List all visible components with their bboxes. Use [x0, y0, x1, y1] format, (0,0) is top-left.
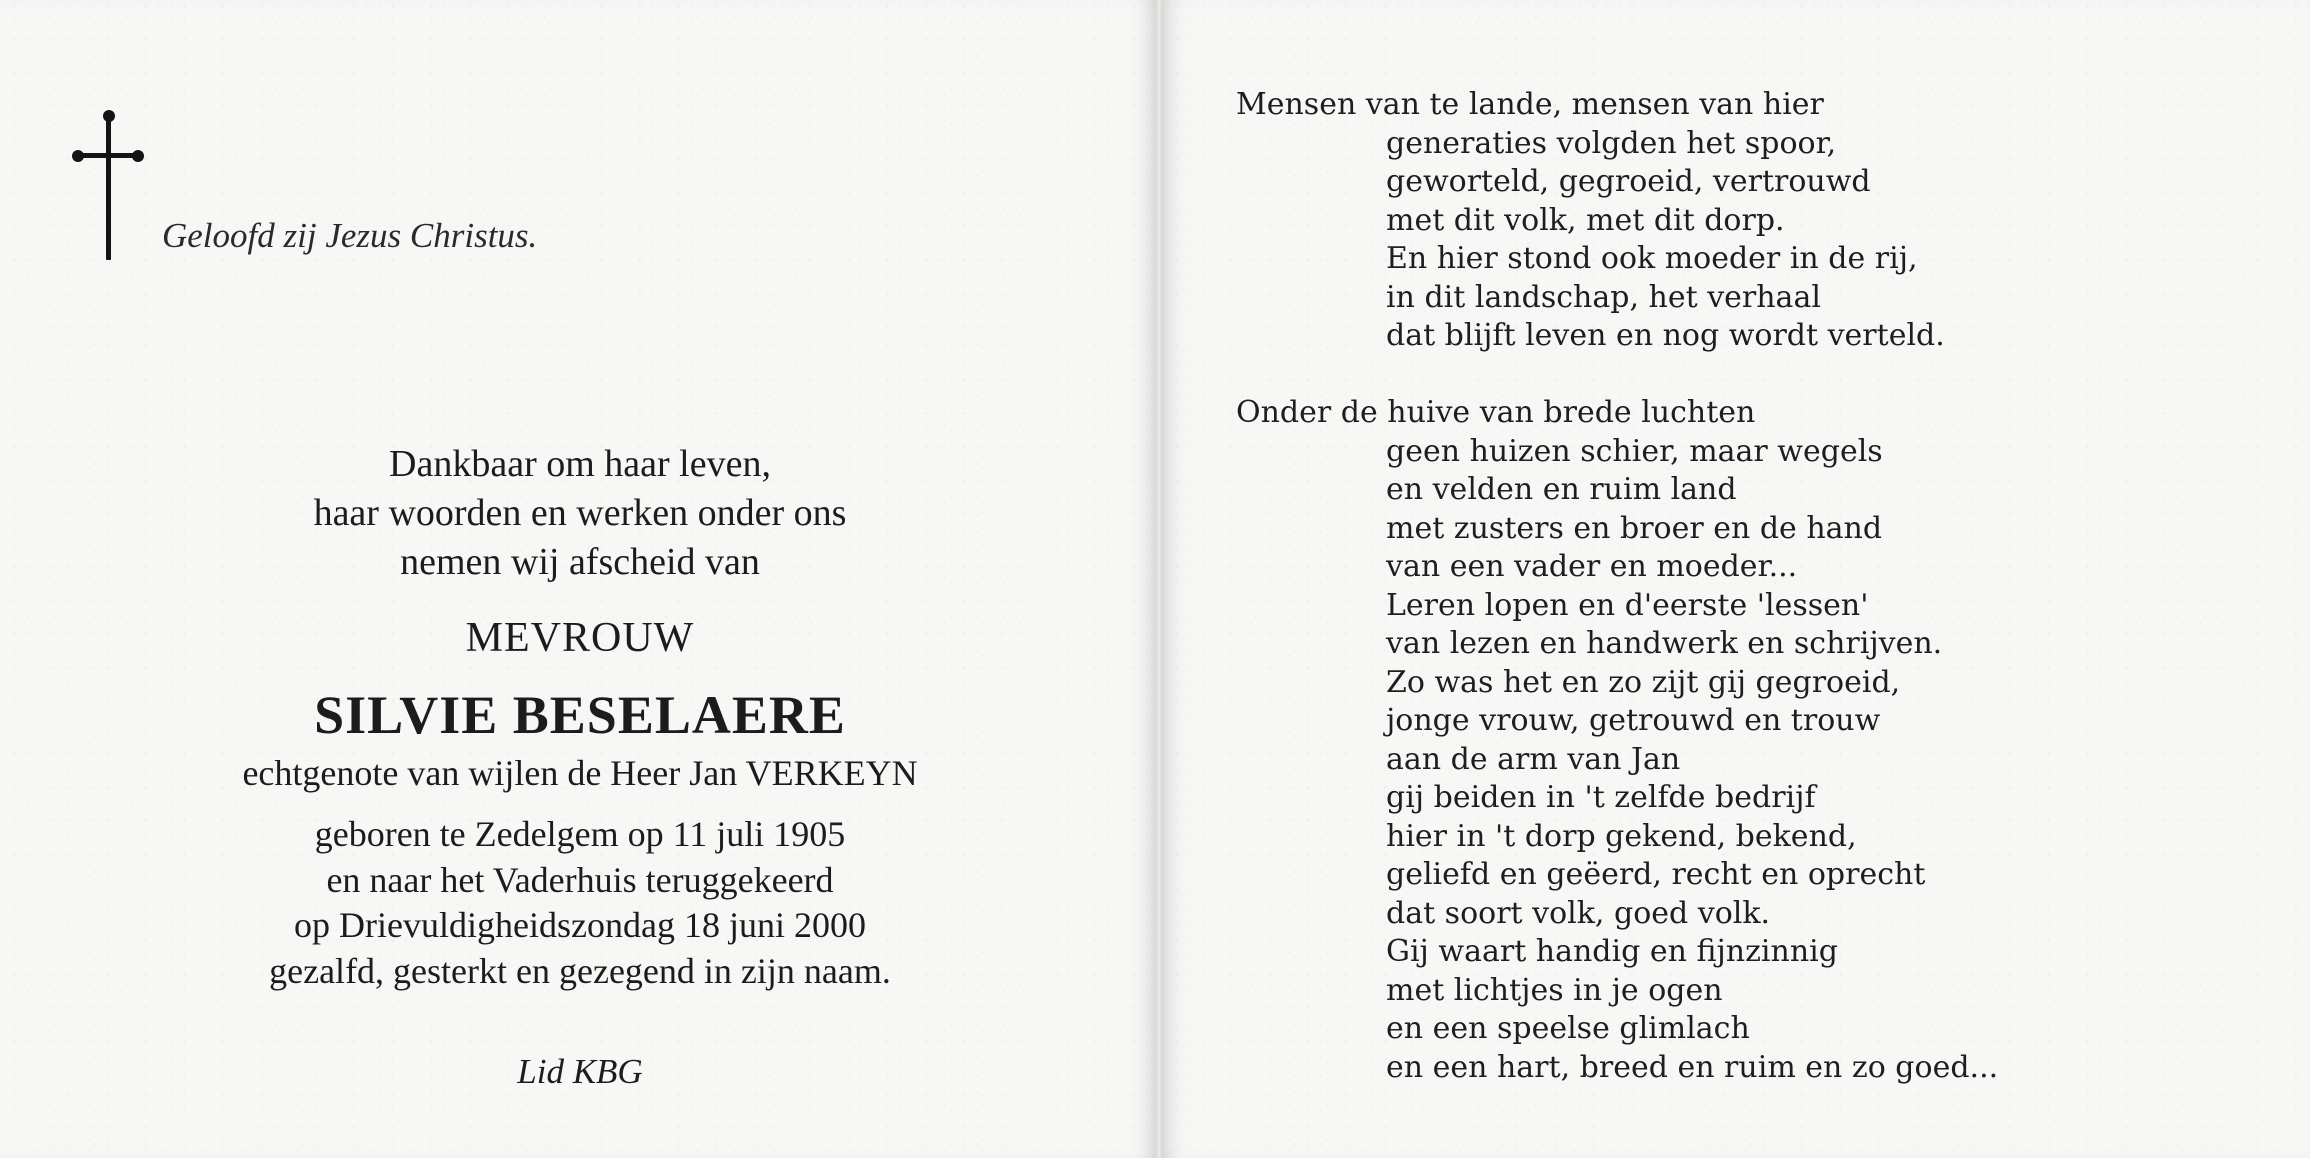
details-line: geboren te Zedelgem op 11 juli 1905 — [314, 814, 846, 854]
poem-line: met zusters en broer en de hand — [1386, 510, 1883, 546]
poem-line: Zo was het en zo zijt gij gegroeid, — [1386, 664, 1901, 700]
motto: Geloofd zij Jezus Christus. — [162, 216, 538, 255]
poem-line: jonge vrouw, getrouwd en trouw — [1386, 703, 1881, 738]
intro-line: Dankbaar om haar leven, — [389, 443, 771, 485]
poem-line: van lezen en handwerk en schrijven. — [1386, 626, 1943, 661]
details-line: gezalfd, gesterkt en gezegend in zijn naam. — [269, 950, 891, 991]
poem-line: en velden en ruim land — [1386, 472, 1737, 507]
poem-line: Onder de huive van brede luchten — [1236, 395, 1756, 430]
cross-icon — [72, 112, 144, 262]
poem-line: Gij waart handig en fijnzinnig — [1386, 934, 1838, 969]
poem-line: en een hart, breed en ruim en zo goed... — [1386, 1049, 1999, 1085]
cross-knob-right — [132, 150, 144, 162]
intro-text — [160, 440, 1000, 587]
deceased-name: SILVIE BESELAERE — [314, 685, 846, 745]
poem-line: generaties volgden het spoor, — [1386, 125, 1837, 161]
poem-line: dat soort volk, goed volk. — [1386, 895, 1771, 931]
poem-line: hier in 't dorp gekend, bekend, — [1386, 818, 1857, 854]
poem-line: in dit landschap, het verhaal — [1386, 279, 1821, 315]
membership: Lid KBG — [517, 1052, 643, 1091]
stanza-gap — [1236, 356, 1998, 395]
poem-line: dat blijft leven en nog wordt verteld. — [1386, 318, 1945, 353]
poem-line: gij beiden in 't zelfde bedrijf — [1386, 780, 1816, 815]
poem-line: En hier stond ook moeder in de rij, — [1386, 241, 1918, 276]
cross-knob-top — [103, 110, 115, 122]
cross-horizontal-bar — [76, 153, 140, 158]
poem-line: geworteld, gegroeid, vertrouwd — [1386, 164, 1871, 199]
intro-line: haar woorden en werken onder ons — [313, 492, 847, 534]
spouse-line: echtgenote van wijlen de Heer Jan VERKEYN — [242, 753, 918, 793]
poem-line: geliefd en geëerd, recht en oprecht — [1386, 857, 1926, 892]
poem-line: Leren lopen en d'eerste 'lessen' — [1386, 587, 1869, 623]
poem-line: en een speelse glimlach — [1386, 1011, 1750, 1046]
intro-line: nemen wij afscheid van — [400, 541, 760, 583]
poem-line: geen huizen schier, maar wegels — [1386, 433, 1883, 469]
details-line: en naar het Vaderhuis teruggekeerd — [326, 859, 834, 900]
details-line: op Drievuldigheidszondag 18 juni 2000 — [294, 905, 866, 945]
honorific-title: MEVROUW — [465, 615, 695, 661]
poem-line: aan de arm van Jan — [1386, 741, 1681, 777]
poem — [1236, 86, 1998, 1087]
poem-line: met dit volk, met dit dorp. — [1386, 202, 1785, 238]
cross-vertical-bar — [106, 112, 111, 260]
poem-line: Mensen van te lande, mensen van hier — [1236, 87, 1824, 122]
cross-knob-left — [72, 150, 84, 162]
poem-line: met lichtjes in je ogen — [1386, 972, 1723, 1008]
life-details — [160, 812, 1000, 994]
poem-line: van een vader en moeder... — [1386, 549, 1798, 584]
